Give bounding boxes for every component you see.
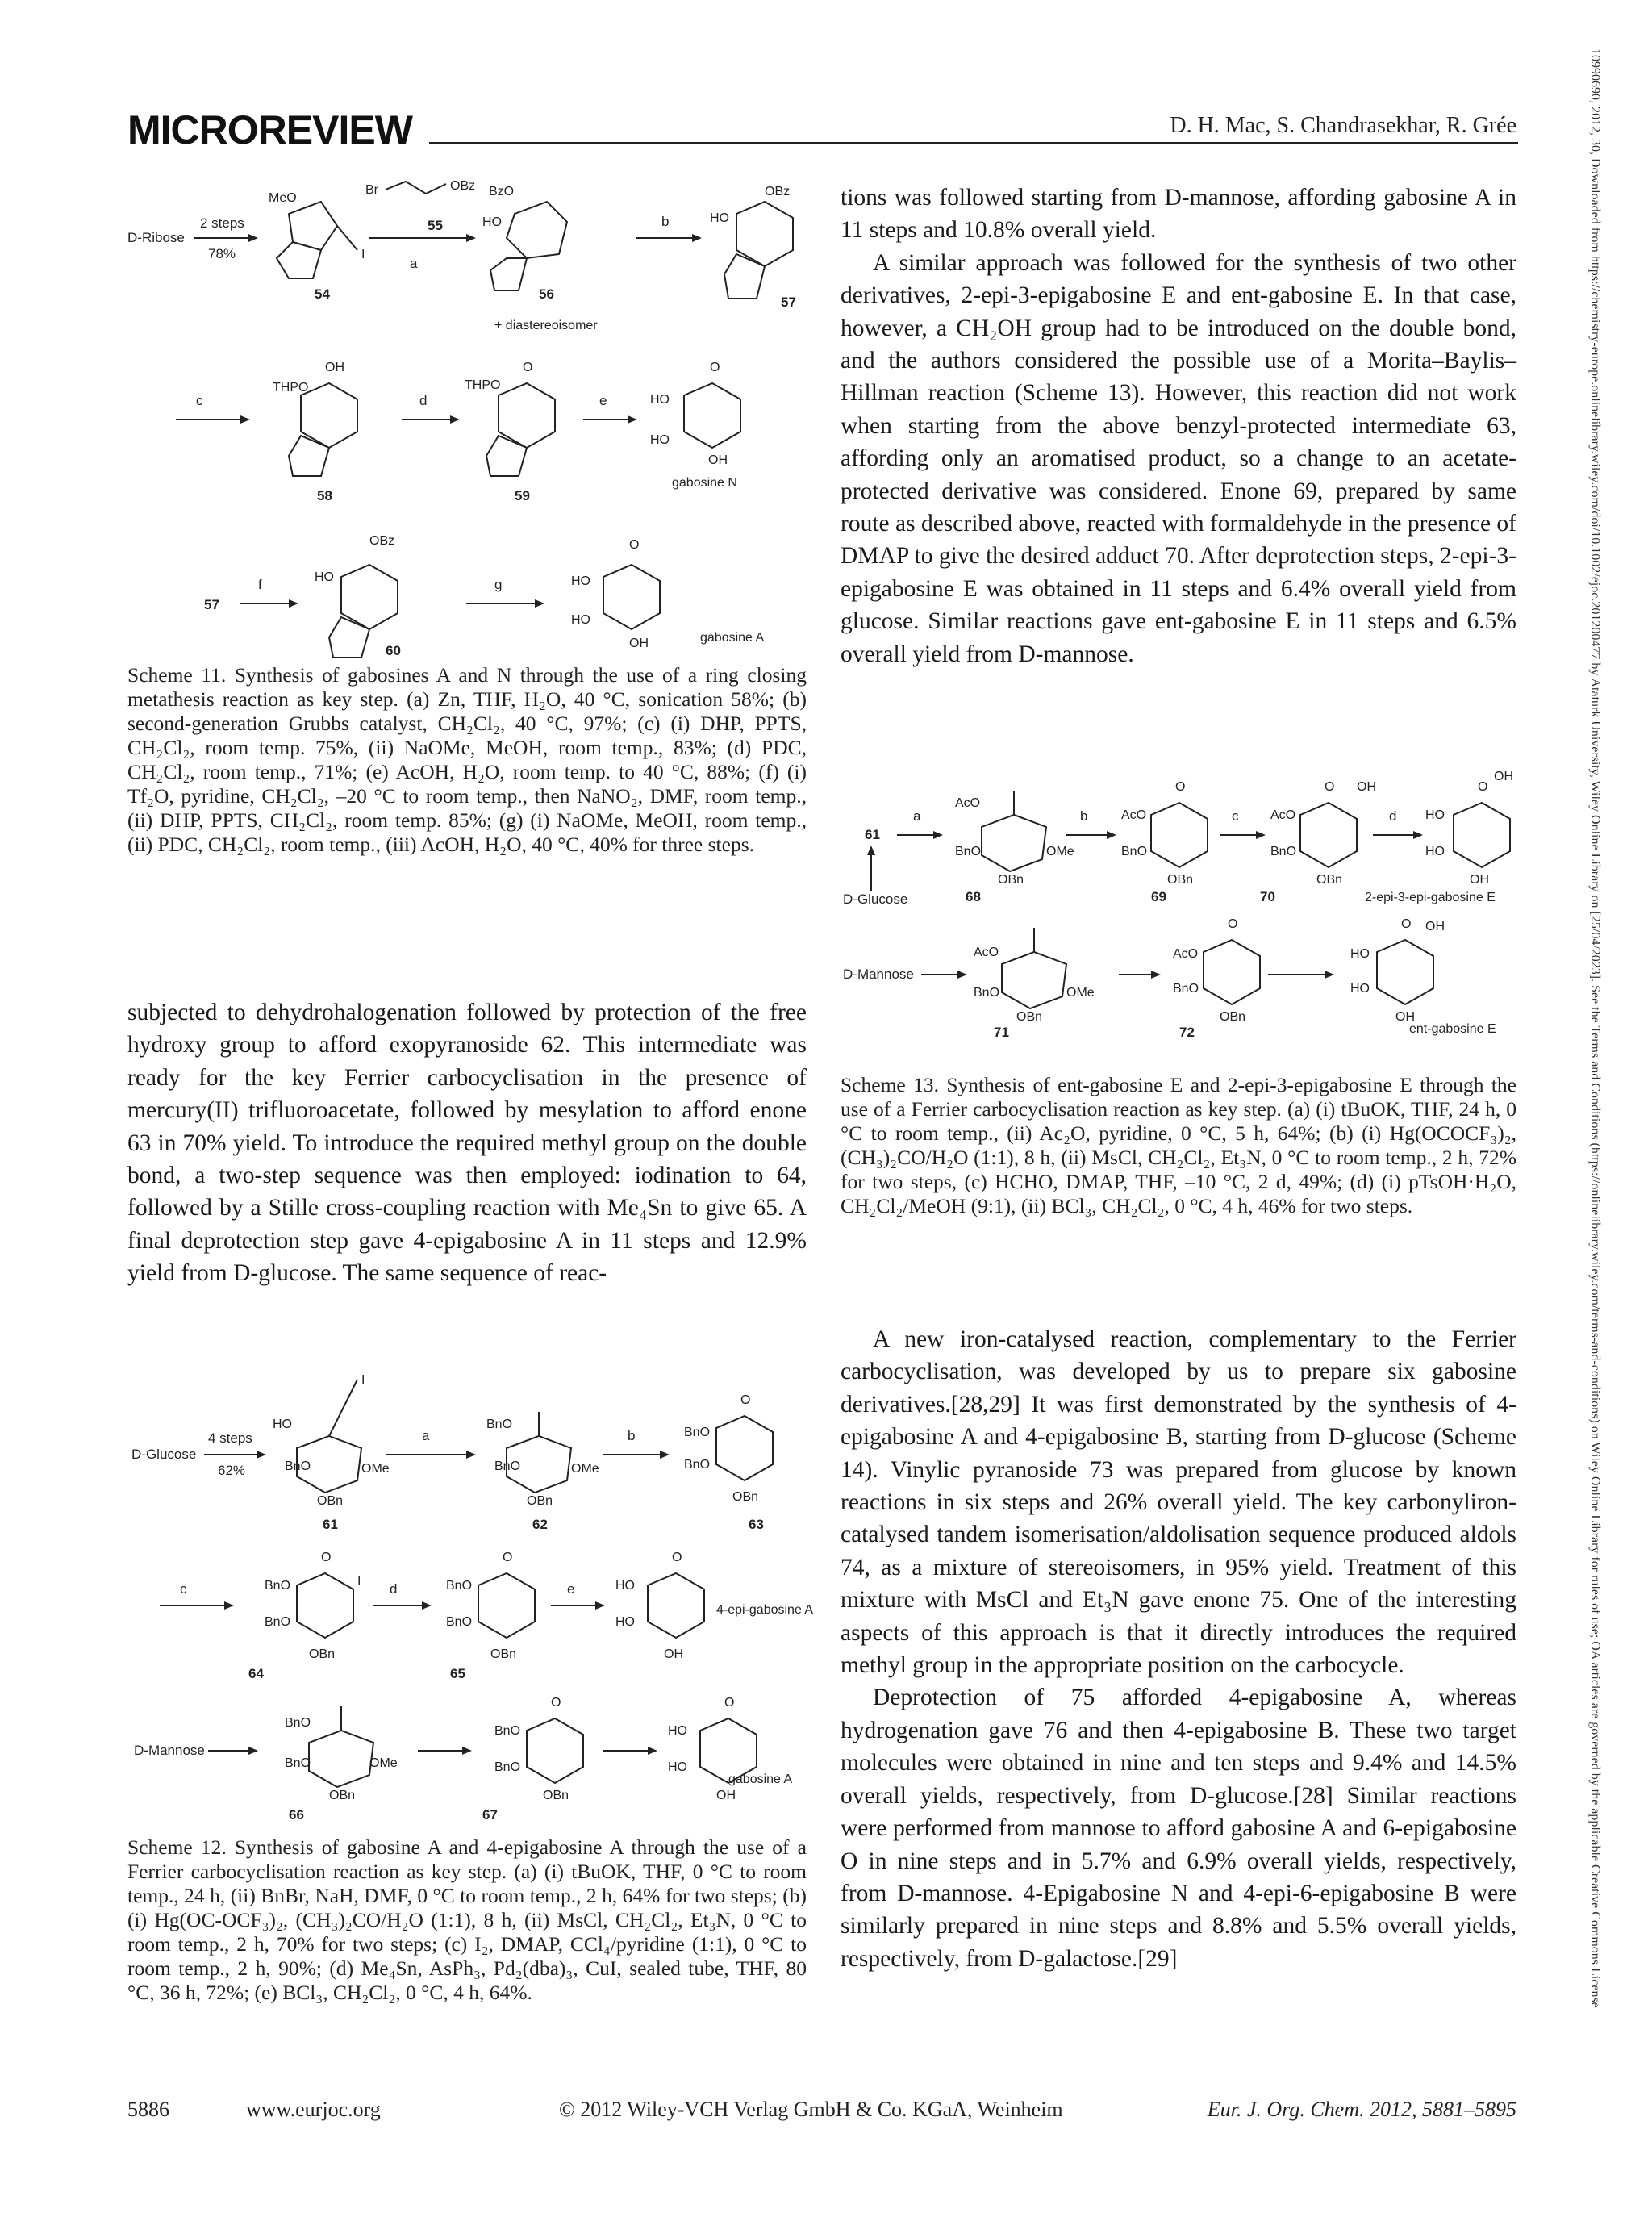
svg-text:O: O bbox=[1401, 917, 1412, 931]
svg-text:OMe: OMe bbox=[1046, 845, 1074, 858]
svg-text:67: 67 bbox=[482, 1807, 498, 1823]
svg-text:OH: OH bbox=[1494, 770, 1513, 783]
svg-text:ent-gabosine E: ent-gabosine E bbox=[1409, 1022, 1496, 1036]
svg-text:f: f bbox=[258, 577, 262, 592]
svg-text:e: e bbox=[567, 1581, 575, 1597]
svg-text:BnO: BnO bbox=[494, 1459, 521, 1473]
scheme-12-figure bbox=[127, 1372, 813, 1823]
svg-text:OH: OH bbox=[629, 637, 649, 650]
svg-text:65: 65 bbox=[450, 1666, 465, 1681]
svg-text:gabosine N: gabosine N bbox=[672, 476, 737, 490]
svg-text:O: O bbox=[629, 538, 640, 552]
svg-text:O: O bbox=[1325, 780, 1335, 794]
svg-text:I: I bbox=[357, 1575, 361, 1589]
right-paragraph-4: Deprotection of 75 afforded 4-epigabosine A, whereas hydrogenation gave 76 and then 4-epigabosine B. These two target molecules were obtained in nine and ten steps and 9.4% and 14.5% overall yields, respectively, from D-glucose.[28] Similar reactions were performed from mannose to afford gabosine A and 6-epigabosine O in nine steps and in 5.7% and 6.9% overall yields, respectively, from D-mannose. 4-Epigabosine N and 4-epi-6-epigabosine B were similarly prepared in nine steps and 8.8% and 5.5% overall yields, respectively, from D-galactose.[29] bbox=[841, 1685, 1516, 1972]
svg-text:71: 71 bbox=[994, 1025, 1009, 1040]
svg-text:D-Mannose: D-Mannose bbox=[843, 967, 914, 982]
svg-text:BnO: BnO bbox=[974, 986, 1000, 1000]
svg-text:OBn: OBn bbox=[1220, 1010, 1246, 1024]
scheme-11-caption: Scheme 11. Synthesis of gabosines A and N through the use of a ring closing metathesis reaction as key step. (a) Zn, THF, H₂O, 40 °C, sonication 58%; (b) second-generation Grubbs catalyst, CH₂Cl₂, 40 °C, 97%; (c) (i) DHP, PPTS, CH₂Cl₂, room temp. 75%, (ii) NaOMe, MeOH, room temp., 83%; (d) PDC, CH₂Cl₂, room temp., 71%; (e) AcOH, H₂O, room temp. to 40 °C, 88%; (f) (i) Tf₂O, pyridine, CH₂Cl₂, –20 °C to room temp., then NaNO₂, DMF, room temp., (ii) DHP, PPTS, CH₂Cl₂, room temp. 85%; (g) (i) NaOMe, MeOH, room temp., (ii) PDC, CH₂Cl₂, room temp., (iii) AcOH, H₂O, 40 °C, 40% for three steps. bbox=[127, 663, 807, 856]
svg-text:D-Glucose: D-Glucose bbox=[843, 891, 908, 907]
svg-text:HO: HO bbox=[668, 1724, 687, 1738]
svg-text:OH: OH bbox=[1470, 873, 1489, 887]
download-notice: 10990690, 2012, 30, Downloaded from https://chemistry-europe.onlinelibrary.wiley.com/doi/10.1002/ejoc.201200477 by Ataturk University, Wiley Online Library on [25/04/2023]. See the Terms and Conditions (https://onlinelibrary.wiley.com/terms-and-conditions) on Wiley Online Library for rules of use; OA articles are governed by the applicable Creative Commons License bbox=[1588, 48, 1602, 2008]
svg-text:OH: OH bbox=[1425, 920, 1445, 933]
svg-text:OBz: OBz bbox=[369, 534, 395, 548]
svg-text:OH: OH bbox=[716, 1789, 736, 1802]
svg-text:61: 61 bbox=[865, 827, 880, 842]
svg-text:BnO: BnO bbox=[446, 1615, 473, 1629]
svg-text:BnO: BnO bbox=[486, 1418, 513, 1431]
svg-text:63: 63 bbox=[749, 1517, 764, 1532]
svg-text:e: e bbox=[599, 393, 607, 408]
svg-text:BnO: BnO bbox=[1270, 845, 1297, 858]
svg-text:OMe: OMe bbox=[571, 1462, 599, 1476]
svg-text:g: g bbox=[494, 577, 503, 592]
svg-text:HO: HO bbox=[615, 1615, 635, 1629]
svg-text:BnO: BnO bbox=[684, 1458, 711, 1472]
svg-text:72: 72 bbox=[1179, 1025, 1195, 1040]
svg-text:BnO: BnO bbox=[955, 845, 982, 858]
s11-start: D-Ribose bbox=[127, 230, 185, 245]
svg-text:BnO: BnO bbox=[285, 1756, 311, 1770]
svg-text:OBn: OBn bbox=[1016, 1010, 1043, 1024]
svg-text:OH: OH bbox=[325, 361, 344, 374]
right-paragraph-1: tions was followed starting from D-mannose, affording gabosine A in 11 steps and 10.8% overall yield. A similar approach was followed for the synthesis of two other derivatives, 2-epi-3-epigabosine E and ent-gabosine E. In that case, however, a CH₂OH group had to be introduced on the double bond, and the authors considered the possible use of a Morita–Baylis–Hillman reaction (Scheme 13). However, this reaction did not work when starting from the above benzyl-protected intermediate 63, affording only an aromatised product, so a change to an acetate-protected derivative was considered. Enone 69, prepared by same route as described above, reacted with formaldehyde in the presence of DMAP to give the desired adduct 70. After deprotection steps, 2-epi-3-epigabosine E was obtained in 11 steps and 6.4% overall yield from glucose. Similar reactions gave ent-gabosine E in 11 steps and 6.5% overall yield from D-mannose. bbox=[841, 182, 1516, 670]
svg-text:62%: 62% bbox=[218, 1463, 246, 1478]
svg-text:a: a bbox=[422, 1428, 430, 1443]
svg-text:58: 58 bbox=[317, 488, 332, 503]
svg-text:OBn: OBn bbox=[1167, 873, 1194, 887]
svg-text:BnO: BnO bbox=[265, 1615, 291, 1629]
svg-text:gabosine A: gabosine A bbox=[728, 1772, 793, 1786]
journal-site: www.eurjoc.org bbox=[246, 2098, 381, 2121]
svg-text:HO: HO bbox=[1350, 982, 1370, 996]
svg-text:BnO: BnO bbox=[494, 1760, 521, 1774]
svg-text:THPO: THPO bbox=[273, 381, 309, 395]
svg-text:54: 54 bbox=[315, 286, 330, 302]
svg-text:O: O bbox=[1175, 780, 1186, 794]
right-paragraph-3: A new iron-catalysed reaction, complementary to the Ferrier carbocyclisation, was developed by us to prepare six gabosine derivatives.[28,29] It was first demonstrated by the synthesis of 4-epigabosine A and 4-epigabosine B, starting from D-glucose (Scheme 14). Vinylic pyranoside 73 was prepared from glucose by known reactions in six steps and 26% overall yield. The key carbonyliron-catalysed tandem isomerisation/aldolisation sequence produced aldols 74, as a mixture of stereoisomers, in 95% yield. Treatment of this mixture with MsCl and Et₃N gave enone 75. One of the interesting aspects of this approach is that it directly introduces the required methyl group in the appropriate position on the carbocycle. Deprotection of 75 afforded 4-epigabosine A, whereas hydrogenation gave 76 and then 4-epigabosine B. These two target molecules were obtained in nine and ten steps and 9.4% and 14.5% overall yields, respectively, from D-glucose.[28] Similar reactions were performed from mannose to afford gabosine A and 6-epigabosine O in nine steps and in 5.7% and 6.9% overall yields, respectively, from D-mannose. 4-Epigabosine N and 4-epi-6-epigabosine B were similarly prepared in nine steps and 8.8% and 5.5% overall yields, respectively, from D-galactose.[29] bbox=[841, 1323, 1516, 1975]
svg-text:2-epi-3-epi-gabosine E: 2-epi-3-epi-gabosine E bbox=[1365, 891, 1496, 904]
svg-text:+ diastereoisomer: + diastereoisomer bbox=[494, 319, 598, 332]
scheme-13-figure bbox=[841, 770, 1518, 1045]
svg-text:78%: 78% bbox=[208, 246, 236, 261]
scheme-12-caption: Scheme 12. Synthesis of gabosine A and 4-epigabosine A through the use of a Ferrier carbocyclisation reaction as key step. (a) (i) tBuOK, THF, 0 °C to room temp., 24 h, (ii) BnBr, NaH, DMF, 0 °C to room temp., 2 h, 64% for two steps; (b) (i) Hg(OC-OCF₃)₂, (CH₃)₂CO/H₂O (1:1), 8 h, (ii) MsCl, CH₂Cl₂, Et₃N, 0 °C to room temp., 2 h, 70% for two steps; (c) I₂, DMAP, CCl₄/pyridine (1:1), 0 °C to room temp., 2 h, 90%; (d) Me₄Sn, AsPh₃, Pd₂(dba)₃, CuI, sealed tube, THF, 80 °C, 36 h, 72%; (e) BCl₃, CH₂Cl₂, 0 °C, 4 h, 64%. bbox=[127, 1835, 807, 2004]
svg-text:HO: HO bbox=[710, 211, 729, 225]
svg-text:OBz: OBz bbox=[765, 185, 791, 198]
svg-text:61: 61 bbox=[323, 1517, 338, 1532]
svg-text:HO: HO bbox=[1425, 808, 1445, 822]
svg-text:BnO: BnO bbox=[1173, 982, 1199, 996]
svg-text:HO: HO bbox=[650, 433, 670, 447]
svg-text:BnO: BnO bbox=[285, 1716, 311, 1730]
svg-text:OBn: OBn bbox=[317, 1494, 344, 1508]
svg-text:THPO: THPO bbox=[465, 378, 501, 392]
svg-text:70: 70 bbox=[1260, 889, 1275, 904]
svg-text:56: 56 bbox=[539, 286, 554, 302]
svg-text:57: 57 bbox=[204, 597, 219, 612]
svg-text:60: 60 bbox=[386, 643, 401, 658]
svg-text:OBn: OBn bbox=[1316, 873, 1343, 887]
svg-text:b: b bbox=[661, 214, 670, 229]
svg-text:AcO: AcO bbox=[955, 796, 981, 810]
svg-text:O: O bbox=[321, 1551, 332, 1564]
svg-text:a: a bbox=[410, 256, 418, 271]
svg-text:HO: HO bbox=[650, 393, 670, 407]
journal-citation: Eur. J. Org. Chem. 2012, 5881–5895 bbox=[1207, 2098, 1516, 2121]
svg-text:BnO: BnO bbox=[446, 1579, 473, 1593]
scheme-11-figure bbox=[127, 177, 813, 662]
svg-text:69: 69 bbox=[1151, 889, 1166, 904]
svg-text:AcO: AcO bbox=[1270, 808, 1296, 822]
svg-text:O: O bbox=[740, 1393, 751, 1407]
svg-text:4-epi-gabosine A: 4-epi-gabosine A bbox=[716, 1603, 813, 1617]
svg-text:OBn: OBn bbox=[543, 1789, 569, 1802]
svg-text:OBn: OBn bbox=[329, 1789, 356, 1802]
svg-text:BnO: BnO bbox=[1121, 845, 1148, 858]
authors: D. H. Mac, S. Chandrasekhar, R. Grée bbox=[1170, 113, 1516, 138]
svg-text:OBz: OBz bbox=[450, 179, 476, 193]
svg-text:HO: HO bbox=[1425, 845, 1445, 858]
svg-text:HO: HO bbox=[668, 1760, 687, 1774]
svg-text:OBn: OBn bbox=[527, 1494, 553, 1508]
svg-text:AcO: AcO bbox=[974, 946, 999, 959]
svg-text:O: O bbox=[503, 1551, 513, 1564]
svg-text:Br: Br bbox=[365, 183, 378, 197]
svg-text:HO: HO bbox=[273, 1418, 292, 1431]
svg-text:OBn: OBn bbox=[998, 873, 1024, 887]
svg-text:66: 66 bbox=[289, 1807, 304, 1823]
svg-text:BnO: BnO bbox=[494, 1724, 521, 1738]
svg-text:HO: HO bbox=[571, 574, 590, 588]
svg-text:OBn: OBn bbox=[309, 1647, 336, 1661]
right-paragraph-2: A similar approach was followed for the synthesis of two other derivatives, 2-epi-3-epigabosine E and ent-gabosine E. In that case, however, a CH₂OH group had to be introduced on the double bond, and the authors considered the possible use of a Morita–Baylis–Hillman reaction (Scheme 13). However, this reaction did not work when starting from the above benzyl-protected intermediate 63, affording only an aromatised product, so a change to an acetate-protected derivative was considered. Enone 69, prepared by same route as described above, reacted with formaldehyde in the presence of DMAP to give the desired adduct 70. After deprotection steps, 2-epi-3-epigabosine E was obtained in 11 steps and 6.4% overall yield from glucose. Similar reactions gave ent-gabosine E in 11 steps and 6.5% overall yield from D-mannose. bbox=[841, 249, 1516, 667]
svg-text:d: d bbox=[1389, 808, 1397, 824]
svg-text:HO: HO bbox=[1350, 947, 1370, 961]
svg-text:OH: OH bbox=[1395, 1010, 1415, 1024]
svg-text:OMe: OMe bbox=[369, 1756, 398, 1770]
svg-text:HO: HO bbox=[615, 1579, 635, 1593]
section-label: MICROREVIEW bbox=[127, 107, 412, 152]
svg-text:BnO: BnO bbox=[285, 1459, 311, 1473]
svg-text:O: O bbox=[523, 361, 533, 374]
svg-text:I: I bbox=[361, 1373, 365, 1387]
svg-text:O: O bbox=[710, 361, 720, 374]
scheme-13-caption: Scheme 13. Synthesis of ent-gabosine E and 2-epi-3-epigabosine E through the use of a Ferrier carbocyclisation reaction as key step. (a) (i) tBuOK, THF, 24 h, 0 °C to room temp., (ii) Ac₂O, pyridine, 0 °C, 5 h, 64%; (b) (i) Hg(OCOCF₃)₂, (CH₃)₂CO/H₂O (1:1), 8 h, (ii) MsCl, CH₂Cl₂, Et₃N, 0 °C to room temp., 2 h, 72% for two steps, (c) HCHO, DMAP, THF, –10 °C, 2 d, 49%; (d) (i) pTsOH·H₂O, CH₂Cl₂/MeOH (9:1), (ii) BCl₃, CH₂Cl₂, 0 °C, 4 h, 46% for two steps. bbox=[841, 1073, 1516, 1217]
svg-text:62: 62 bbox=[532, 1517, 548, 1532]
svg-text:57: 57 bbox=[781, 294, 796, 310]
svg-text:a: a bbox=[913, 808, 921, 824]
svg-text:55: 55 bbox=[428, 218, 443, 233]
left-paragraph: subjected to dehydrohalogenation followed by protection of the free hydroxy group to afford exopyranoside 62. This intermediate was ready for the key Ferrier carbocyclisation in the presence of mercury(II) trifluoroacetate, followed by mesylation to afford enone 63 in 70% yield. To introduce the required methyl group on the double bond, a two-step sequence was then employed: iodination to 64, followed by a Stille cross-coupling reaction with Me₄Sn to give 65. A final deprotection step gave 4-epigabosine A in 11 steps and 12.9% yield from D-glucose. The same sequence of reac- bbox=[127, 1000, 807, 1287]
svg-text:HO: HO bbox=[482, 215, 502, 229]
copyright: © 2012 Wiley-VCH Verlag GmbH & Co. KGaA, Weinheim bbox=[559, 2098, 1063, 2121]
svg-text:O: O bbox=[1228, 917, 1238, 931]
svg-text:OMe: OMe bbox=[1066, 986, 1095, 1000]
svg-text:OH: OH bbox=[708, 453, 728, 467]
svg-text:AcO: AcO bbox=[1121, 808, 1147, 822]
svg-text:BnO: BnO bbox=[684, 1426, 711, 1439]
svg-text:4 steps: 4 steps bbox=[208, 1430, 252, 1446]
svg-text:c: c bbox=[196, 393, 203, 408]
svg-text:d: d bbox=[390, 1581, 398, 1597]
svg-text:BzO: BzO bbox=[489, 185, 515, 198]
svg-text:c: c bbox=[180, 1581, 187, 1597]
svg-text:HO: HO bbox=[571, 613, 590, 627]
svg-text:d: d bbox=[419, 393, 428, 408]
svg-text:D-Glucose: D-Glucose bbox=[131, 1447, 197, 1462]
svg-text:gabosine A: gabosine A bbox=[700, 631, 765, 645]
svg-text:59: 59 bbox=[515, 488, 530, 503]
svg-text:64: 64 bbox=[248, 1666, 264, 1681]
svg-text:O: O bbox=[724, 1696, 735, 1710]
svg-text:2 steps: 2 steps bbox=[200, 215, 244, 231]
page-number: 5886 bbox=[127, 2098, 169, 2121]
svg-text:OH: OH bbox=[664, 1647, 683, 1661]
svg-text:O: O bbox=[672, 1551, 682, 1564]
header-rule bbox=[429, 142, 1518, 144]
svg-text:O: O bbox=[551, 1696, 561, 1710]
svg-text:b: b bbox=[628, 1428, 636, 1443]
svg-text:D-Mannose: D-Mannose bbox=[134, 1743, 205, 1758]
svg-text:BnO: BnO bbox=[265, 1579, 291, 1593]
svg-text:OH: OH bbox=[1357, 780, 1376, 794]
svg-text:MeO: MeO bbox=[269, 191, 297, 205]
svg-text:OBn: OBn bbox=[490, 1647, 517, 1661]
svg-text:O: O bbox=[1478, 780, 1488, 794]
svg-text:68: 68 bbox=[966, 889, 981, 904]
svg-text:AcO: AcO bbox=[1173, 947, 1199, 961]
svg-text:HO: HO bbox=[315, 570, 334, 584]
svg-text:OMe: OMe bbox=[361, 1462, 390, 1476]
svg-text:I: I bbox=[361, 248, 365, 261]
svg-text:b: b bbox=[1080, 808, 1088, 824]
svg-text:c: c bbox=[1232, 808, 1239, 824]
svg-text:OBn: OBn bbox=[732, 1490, 759, 1504]
